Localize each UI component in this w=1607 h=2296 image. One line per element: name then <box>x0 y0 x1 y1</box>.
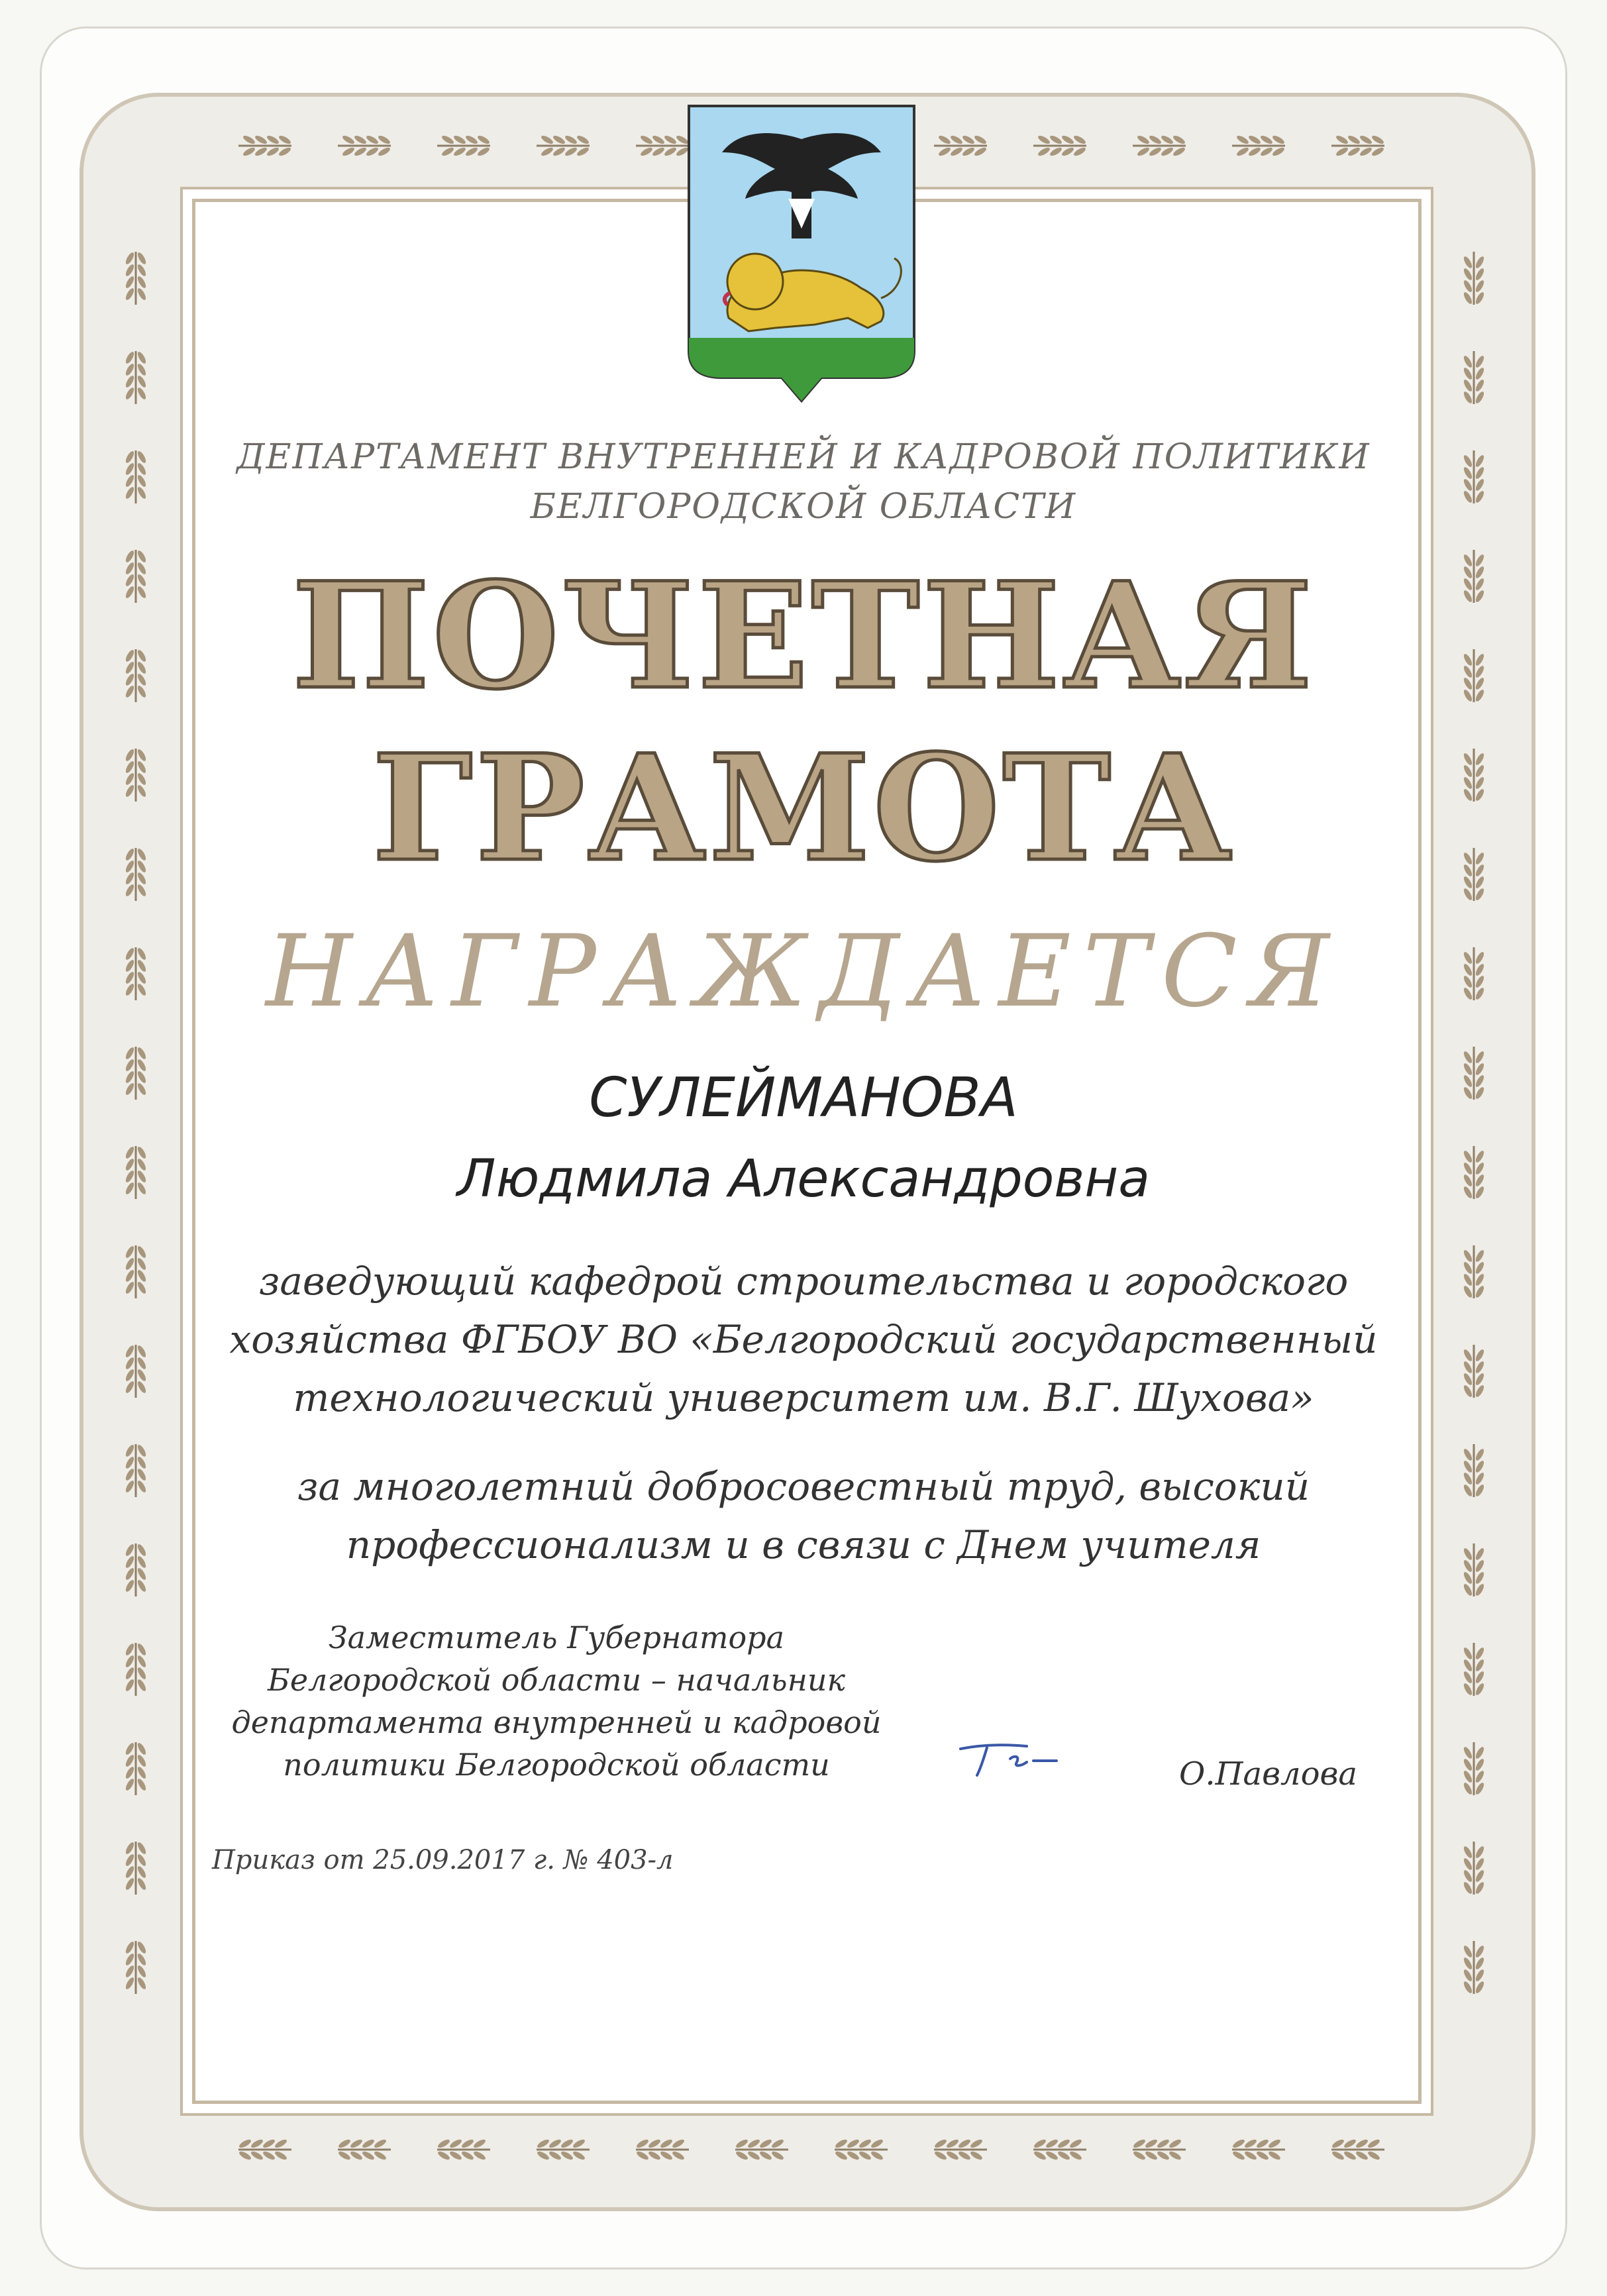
signatory-line: Заместитель Губернатора <box>328 1620 785 1655</box>
laurel-sprig-icon <box>1132 2138 1186 2162</box>
laurel-sprig-icon <box>537 134 590 158</box>
laurel-sprig-icon <box>238 134 292 158</box>
laurel-sprig-icon <box>1463 351 1486 405</box>
position-line: технологический университет им. В.Г. Шухова» <box>293 1375 1314 1420</box>
laurel-sprig-icon <box>1463 749 1486 802</box>
laurel-sprig-icon <box>338 134 391 158</box>
laurel-sprig-icon <box>1463 947 1486 1001</box>
laurel-sprig-icon <box>1463 1643 1486 1696</box>
laurel-sprig-icon <box>1331 134 1385 158</box>
laurel-sprig-icon <box>1231 2138 1285 2162</box>
position-line: хозяйства ФГБОУ ВО «Белгородский государственный <box>229 1317 1378 1362</box>
laurel-sprig-icon <box>125 1344 148 1398</box>
laurel-sprig-icon <box>934 134 988 158</box>
laurel-sprig-icon <box>1463 649 1486 703</box>
laurel-sprig-icon <box>337 2138 391 2162</box>
department-title-line1: ДЕПАРТАМЕНТ ВНУТРЕННЕЙ И КАДРОВОЙ ПОЛИТИКИ <box>236 437 1371 477</box>
laurel-sprig-icon <box>1463 1345 1486 1398</box>
signatory-title <box>225 1616 888 1786</box>
laurel-sprig-icon <box>125 1443 148 1497</box>
department-title-line2: БЕЛГОРОДСКОЙ ОБЛАСТИ <box>530 487 1077 527</box>
awarded-label: НАГРАЖДАЕТСЯ <box>266 914 1341 1029</box>
laurel-sprig-icon <box>125 748 148 802</box>
laurel-sprig-icon <box>125 549 148 603</box>
laurel-sprig-icon <box>1033 134 1087 158</box>
laurel-sprig-icon <box>1463 1941 1486 1995</box>
reason-line: за многолетний добросовестный труд, высокий <box>297 1464 1310 1509</box>
laurel-sprig-icon <box>125 947 148 1000</box>
laurel-sprig-icon <box>635 2138 689 2162</box>
laurel-sprig-icon <box>238 2138 291 2162</box>
laurel-sprig-icon <box>125 1145 148 1199</box>
laurel-sprig-icon <box>834 2138 888 2162</box>
signatory-line: департамента внутренней и кадровой <box>231 1704 882 1740</box>
laurel-sprig-icon <box>125 1543 148 1596</box>
reason-line: профессионализм и в связи с Днем учителя <box>346 1522 1261 1567</box>
order-reference: Приказ от 25.09.2017 г. № 403-л <box>212 1845 674 1875</box>
laurel-sprig-icon <box>1463 1047 1486 1100</box>
laurel-sprig-icon <box>1463 1543 1486 1597</box>
laurel-sprig-icon <box>125 251 148 305</box>
laurel-sprig-icon <box>536 2138 590 2162</box>
laurel-sprig-icon <box>1033 2138 1086 2162</box>
laurel-sprig-icon <box>1133 134 1186 158</box>
reason-text <box>199 1457 1408 1574</box>
laurel-sprig-icon <box>1232 134 1286 158</box>
handwritten-signature <box>947 1729 1080 1782</box>
recipient-surname: СУЛЕЙМАНОВА <box>589 1067 1018 1129</box>
laurel-sprig-icon <box>1463 1245 1486 1299</box>
signatory-line: политики Белгородской области <box>283 1747 830 1783</box>
laurel-sprig-icon <box>1463 252 1486 305</box>
laurel-sprig-icon <box>1331 2138 1384 2162</box>
document-title-line2: ГРАМОТА <box>372 722 1235 894</box>
laurel-sprig-icon <box>1463 1842 1486 1895</box>
laurel-sprig-icon <box>1463 1742 1486 1796</box>
recipient-name: Людмила Александровна <box>456 1149 1151 1209</box>
laurel-sprig-icon <box>125 1841 148 1895</box>
coat-of-arms-icon <box>682 99 921 404</box>
document-title-line1: ПОЧЕТНАЯ <box>291 550 1316 721</box>
laurel-sprig-icon <box>735 2138 788 2162</box>
laurel-sprig-icon <box>125 649 148 702</box>
laurel-sprig-icon <box>933 2138 987 2162</box>
position-text <box>199 1252 1408 1427</box>
laurel-sprig-icon <box>125 1642 148 1696</box>
laurel-sprig-icon <box>437 2138 490 2162</box>
laurel-sprig-icon <box>125 1046 148 1100</box>
laurel-sprig-icon <box>437 134 491 158</box>
laurel-sprig-icon <box>125 450 148 503</box>
laurel-sprig-icon <box>1463 1146 1486 1200</box>
laurel-sprig-icon <box>636 134 690 158</box>
position-line: заведующий кафедрой строительства и городского <box>258 1259 1349 1304</box>
laurel-sprig-icon <box>1463 1444 1486 1498</box>
laurel-sprig-icon <box>125 847 148 901</box>
laurel-sprig-icon <box>1463 848 1486 902</box>
laurel-sprig-icon <box>125 1940 148 1994</box>
laurel-sprig-icon <box>1463 450 1486 504</box>
laurel-sprig-icon <box>1463 550 1486 603</box>
signatory-line: Белгородской области – начальник <box>268 1662 845 1698</box>
laurel-sprig-icon <box>125 1742 148 1795</box>
laurel-sprig-icon <box>125 1245 148 1298</box>
laurel-sprig-icon <box>125 350 148 404</box>
signatory-name: О.Павлова <box>1179 1755 1358 1793</box>
